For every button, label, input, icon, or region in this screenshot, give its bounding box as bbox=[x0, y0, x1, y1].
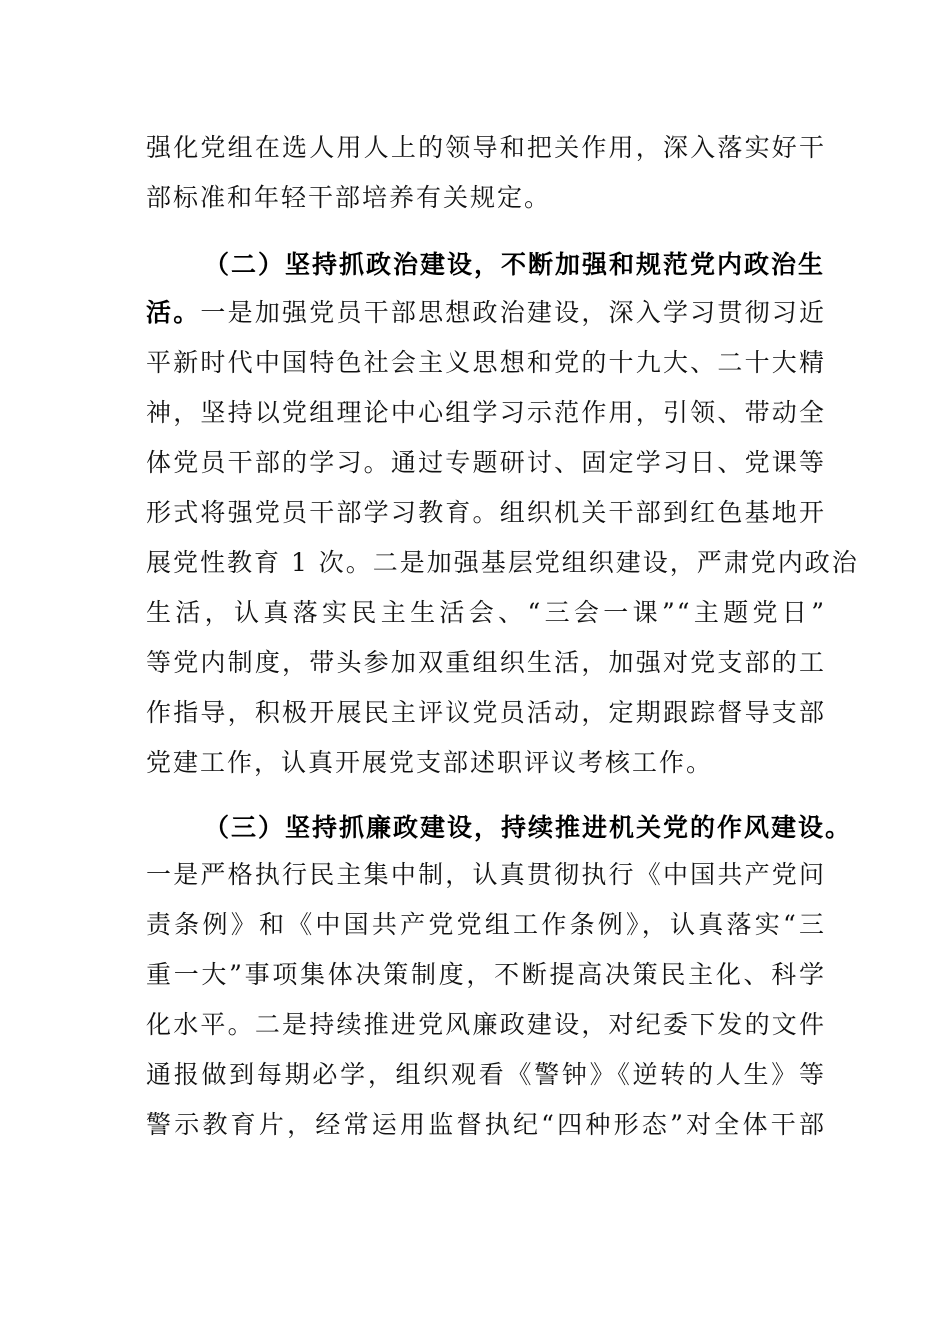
text-line: 一是严格执行民主集中制，认真贯彻执行《中国共产党问 bbox=[146, 860, 826, 889]
text-line: 党建工作，认真开展党支部述职评议考核工作。 bbox=[146, 748, 714, 777]
text-line: 展党性教育 1 次。二是加强基层党组织建设，严肃党内政治 bbox=[146, 548, 859, 577]
text-line: 体党员干部的学习。通过专题研讨、固定学习日、党课等 bbox=[146, 448, 826, 477]
text-line: 作指导，积极开展民主评议党员活动，定期跟踪督导支部 bbox=[146, 698, 826, 727]
text-line: 重一大”事项集体决策制度，不断提高决策民主化、科学 bbox=[146, 960, 826, 989]
text-line: 生活，认真落实民主生活会、“三会一课”“主题党日” bbox=[146, 598, 826, 627]
text-line: 等党内制度，带头参加双重组织生活，加强对党支部的工 bbox=[146, 648, 826, 677]
text-line: 强化党组在选人用人上的领导和把关作用，深入落实好干 bbox=[146, 133, 826, 162]
text-line: 平新时代中国特色社会主义思想和党的十九大、二十大精 bbox=[146, 348, 826, 377]
section-heading-3: （三）坚持抓廉政建设，持续推进机关党的作风建设。 bbox=[204, 813, 853, 842]
text-line: 化水平。二是持续推进党风廉政建设，对纪委下发的文件 bbox=[146, 1010, 826, 1039]
text-line: 部标准和年轻干部培养有关规定。 bbox=[146, 183, 552, 212]
text-segment: 一是加强党员干部思想政治建设，深入学习贯彻习近 bbox=[200, 298, 826, 327]
text-line: 神，坚持以党组理论中心组学习示范作用，引领、带动全 bbox=[146, 398, 826, 427]
text-line: 警示教育片，经常运用监督执纪“四种形态”对全体干部 bbox=[146, 1110, 826, 1139]
section-heading-2-end: 活。 bbox=[146, 298, 201, 327]
text-line: 通报做到每期必学，组织观看《警钟》《逆转的人生》等 bbox=[146, 1060, 826, 1089]
text-line: 责条例》和《中国共产党党组工作条例》，认真落实“三 bbox=[146, 910, 826, 939]
text-line-mixed bbox=[146, 288, 826, 338]
text-line: 形式将强党员干部学习教育。组织机关干部到红色基地开 bbox=[146, 498, 826, 527]
section-heading-2: （二）坚持抓政治建设，不断加强和规范党内政治生 bbox=[204, 250, 826, 279]
